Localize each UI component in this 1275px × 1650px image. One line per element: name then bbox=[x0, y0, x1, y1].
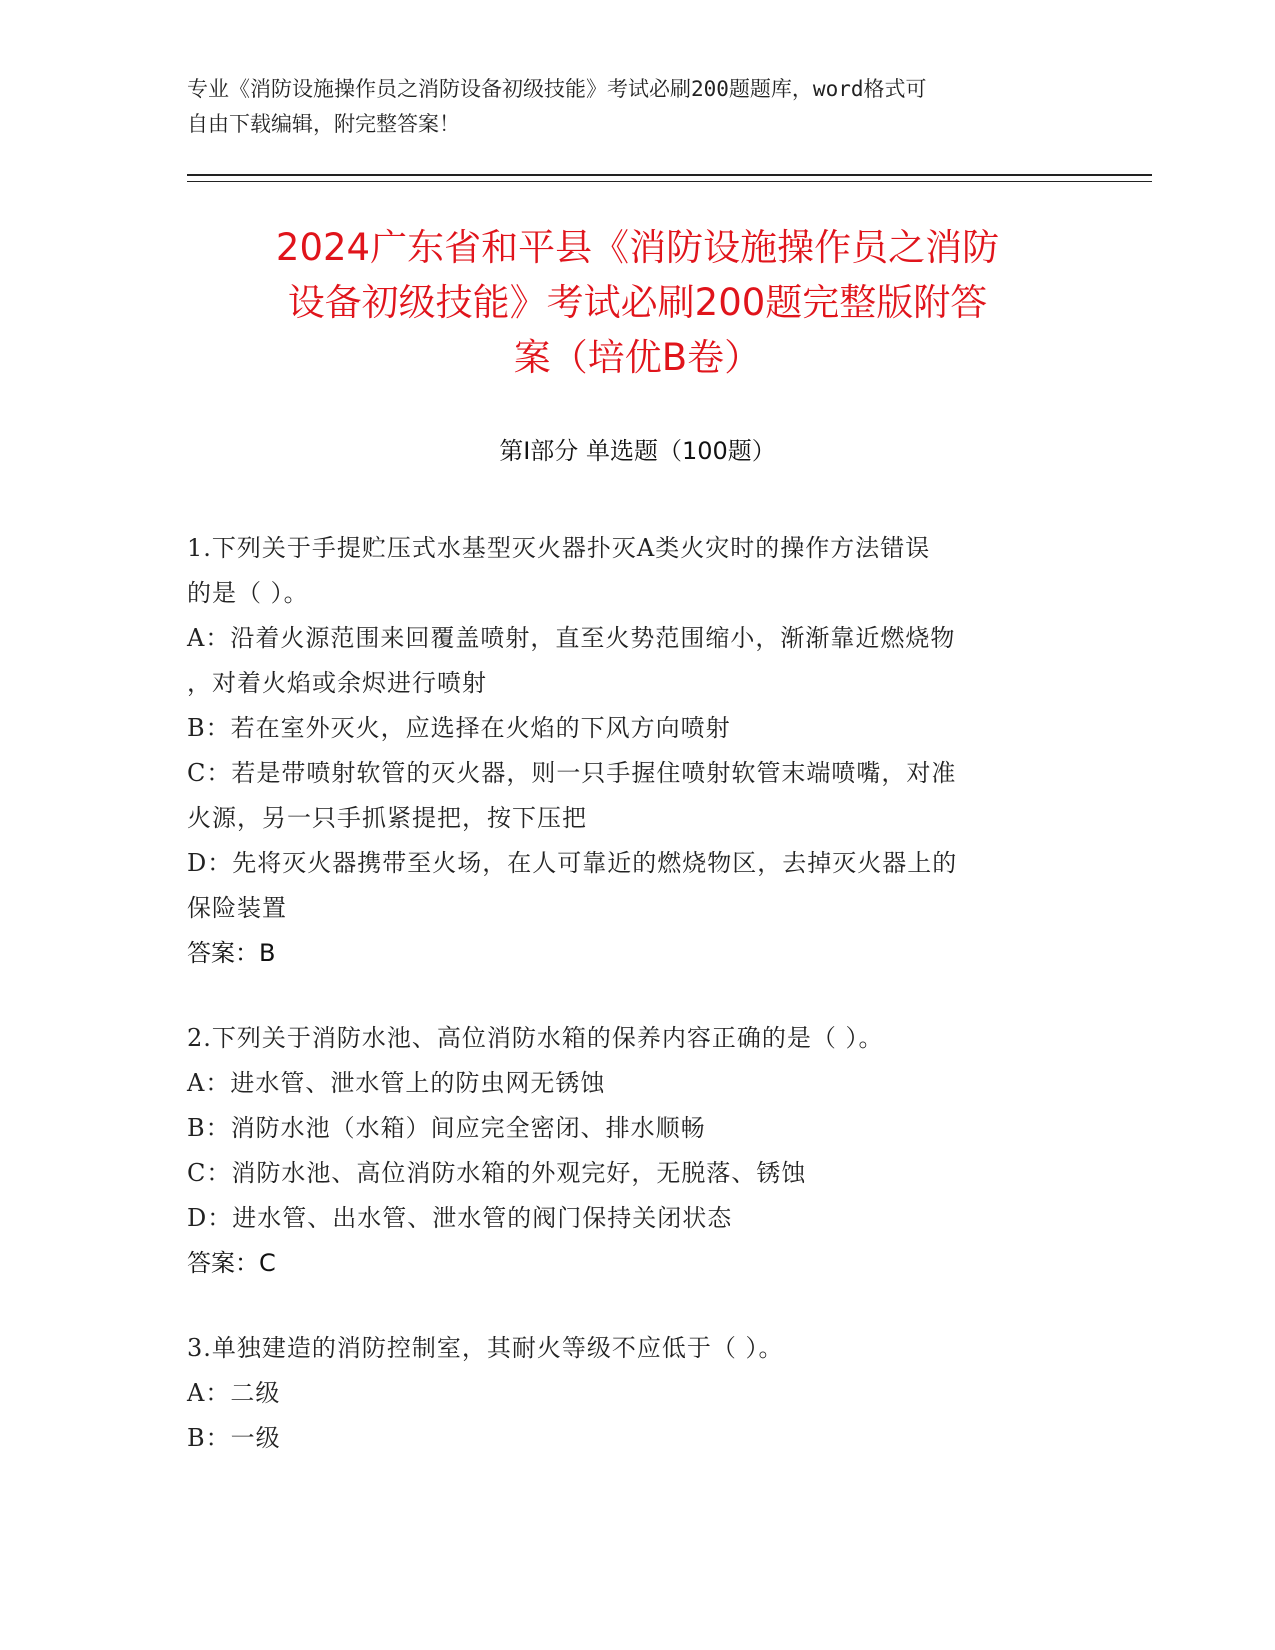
header-note-line-2: 自由下载编辑，附完整答案！ bbox=[187, 112, 460, 136]
title-line-3: 案（培优B卷） bbox=[513, 336, 762, 379]
answer: 答案：C bbox=[187, 1249, 276, 1277]
option-b: B：若在室外灭火，应选择在火焰的下风方向喷射 bbox=[187, 714, 731, 742]
header-note bbox=[187, 72, 1067, 142]
question-list bbox=[187, 526, 1087, 1501]
option-b: B：一级 bbox=[187, 1424, 281, 1452]
title-line-2: 设备初级技能》考试必刷200题完整版附答 bbox=[287, 281, 988, 324]
header-note-line-1: 专业《消防设施操作员之消防设备初级技能》考试必刷200题题库，word格式可 bbox=[187, 77, 927, 101]
question-stem: 2.下列关于消防水池、高位消防水箱的保养内容正确的是（ ）。 bbox=[187, 1024, 884, 1052]
document-title bbox=[130, 220, 1145, 385]
option-d-continued: 保险装置 bbox=[187, 894, 287, 922]
question-stem: 3.单独建造的消防控制室，其耐火等级不应低于（ ）。 bbox=[187, 1334, 784, 1362]
question-1 bbox=[187, 526, 1087, 976]
option-a: A：二级 bbox=[187, 1379, 281, 1407]
option-c: C：消防水池、高位消防水箱的外观完好，无脱落、锈蚀 bbox=[187, 1159, 807, 1187]
question-3 bbox=[187, 1326, 1087, 1461]
question-stem: 1.下列关于手提贮压式水基型灭火器扑灭A类火灾时的操作方法错误 bbox=[187, 534, 931, 562]
option-c-continued: 火源，另一只手抓紧提把，按下压把 bbox=[187, 804, 587, 832]
question-stem-continued: 的是（ ）。 bbox=[187, 579, 309, 607]
option-d: D：先将灭火器携带至火场，在人可靠近的燃烧物区，去掉灭火器上的 bbox=[187, 849, 958, 877]
header-divider-thin bbox=[187, 181, 1152, 182]
option-d: D：进水管、出水管、泄水管的阀门保持关闭状态 bbox=[187, 1204, 733, 1232]
answer: 答案：B bbox=[187, 939, 276, 967]
header-divider-thick bbox=[187, 174, 1152, 176]
section-heading: 第I部分 单选题（100题） bbox=[499, 437, 776, 465]
question-2 bbox=[187, 1016, 1087, 1286]
option-a-continued: ，对着火焰或余烬进行喷射 bbox=[187, 669, 487, 697]
title-line-1: 2024广东省和平县《消防设施操作员之消防 bbox=[275, 226, 1000, 269]
option-c: C：若是带喷射软管的灭火器，则一只手握住喷射软管末端喷嘴，对准 bbox=[187, 759, 957, 787]
option-b: B：消防水池（水箱）间应完全密闭、排水顺畅 bbox=[187, 1114, 706, 1142]
option-a: A：进水管、泄水管上的防虫网无锈蚀 bbox=[187, 1069, 606, 1097]
option-a: A：沿着火源范围来回覆盖喷射，直至火势范围缩小，渐渐靠近燃烧物 bbox=[187, 624, 956, 652]
